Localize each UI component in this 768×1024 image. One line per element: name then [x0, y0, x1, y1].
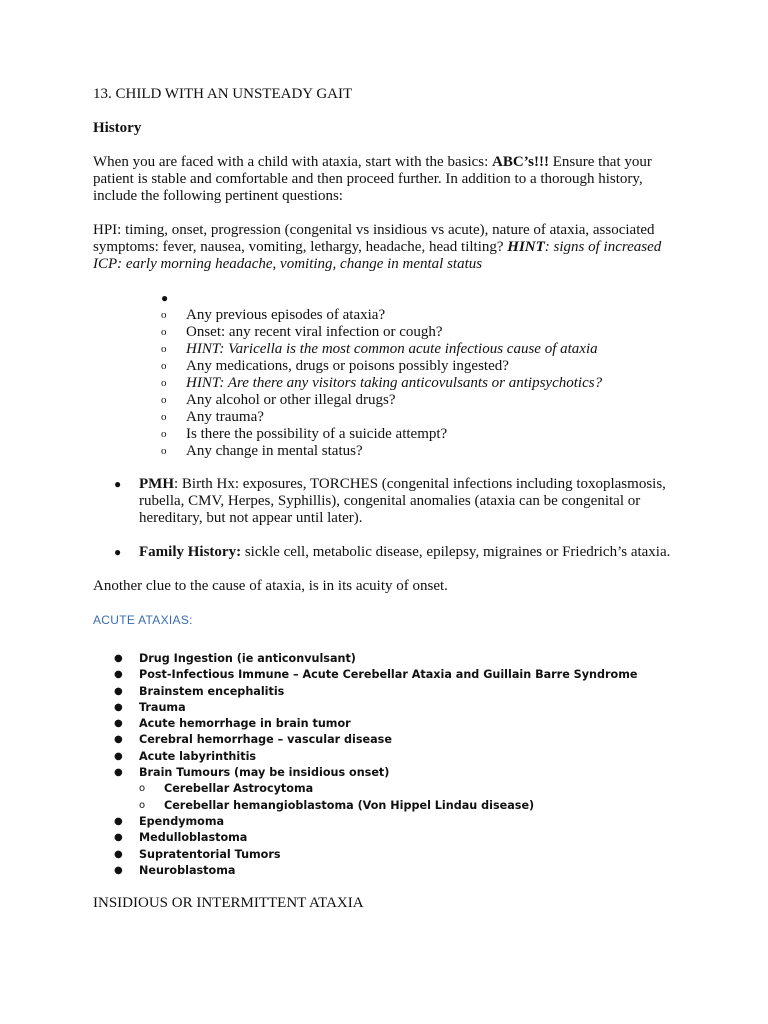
acute-ataxias-heading: ACUTE ATAXIAS:: [93, 613, 193, 627]
history-heading: History: [93, 120, 142, 136]
list-item: o Is there the possibility of a suicide attempt?: [161, 426, 448, 442]
list-item: ● Post-Infectious Immune – Acute Cerebellar Ataxia and Guillain Barre Syndrome: [114, 667, 683, 683]
list-item: o Any alcohol or other illegal drugs?: [161, 392, 396, 408]
list-item: o Onset: any recent viral infection or cough?: [161, 324, 443, 340]
hpi-paragraph: [93, 222, 683, 273]
bullet-icon: ●: [114, 832, 123, 844]
list-item: o Any medications, drugs or poisons possibly ingested?: [161, 358, 509, 374]
circle-bullet-icon: o: [161, 326, 167, 338]
circle-bullet-icon: o: [139, 799, 146, 811]
list-item: ● Ependymoma: [114, 814, 683, 830]
bullet-icon: ●: [114, 477, 122, 491]
brain-tumour-sublist: [93, 781, 683, 814]
intro-pre: When you are faced with a child with ataxia, start with the basics:: [93, 154, 493, 170]
bullet-icon: ●: [114, 815, 123, 827]
pmh-text: : Birth Hx: exposures, TORCHES (congenital infections including toxoplasmosis, rubella, CMV, Herpes, Syphillis), congenital anomalies (ataxia can be congenital or hereditary, but not appear until later).: [139, 476, 666, 526]
circle-bullet-icon: o: [161, 360, 167, 372]
list-item: ● Acute labyrinthitis: [114, 749, 683, 765]
bullet-icon: ●: [114, 864, 123, 876]
insidious-ataxia-heading: INSIDIOUS OR INTERMITTENT ATAXIA: [93, 895, 364, 912]
bullet-icon: ●: [114, 701, 123, 713]
intro-post: Ensure that your patient is stable and comfortable and then proceed further. In addition to a thorough history, include the following pertinent questions:: [93, 154, 652, 204]
circle-bullet-icon: o: [161, 394, 167, 406]
question-list: [93, 290, 683, 460]
bullet-icon: ●: [114, 545, 122, 559]
pmh-item: [114, 476, 683, 527]
family-history-label: Family History:: [139, 544, 242, 560]
circle-bullet-icon: o: [139, 783, 146, 795]
list-item: ● Drug Ingestion (ie anticonvulsant): [114, 651, 683, 667]
pmh-label: PMH: [139, 476, 174, 492]
bullet-icon: ●: [161, 291, 169, 305]
list-item: [161, 290, 683, 307]
bullet-icon: ●: [114, 718, 123, 730]
list-item: o Any previous episodes of ataxia?: [161, 307, 386, 323]
family-history-text: sickle cell, metabolic disease, epilepsy, migraines or Friedrich’s ataxia.: [241, 544, 671, 560]
family-history-item: [114, 544, 683, 561]
list-item: ● Trauma: [114, 700, 683, 716]
document-title: 13. CHILD WITH AN UNSTEADY GAIT: [93, 86, 353, 102]
circle-bullet-icon: o: [161, 445, 167, 457]
circle-bullet-icon: o: [161, 377, 167, 389]
list-item: ● Brain Tumours (may be insidious onset): [114, 765, 683, 781]
circle-bullet-icon: o: [161, 309, 167, 321]
clue-paragraph: Another clue to the cause of ataxia, is in its acuity of onset.: [93, 578, 448, 594]
intro-paragraph: [93, 154, 683, 205]
hpi-hint-label: HINT: [507, 239, 545, 255]
history-list: [93, 476, 683, 561]
bullet-icon: ●: [114, 669, 123, 681]
list-item: ● Brainstem encephalitis: [114, 684, 683, 700]
list-item: o Cerebellar Astrocytoma: [139, 781, 683, 797]
circle-bullet-icon: o: [161, 411, 167, 423]
hpi-text: HPI: timing, onset, progression (congenital vs insidious vs acute), nature of ataxia, associated symptoms: fever, nausea, vomiting, lethargy, headache, head tilting?: [93, 222, 655, 255]
document-page: [93, 86, 683, 912]
acute-ataxias-list-continued: [93, 814, 683, 879]
list-item: ● Acute hemorrhage in brain tumor: [114, 716, 683, 732]
bullet-icon: ●: [114, 685, 123, 697]
bullet-icon: ●: [114, 848, 123, 860]
intro-abc: ABC’s!!!: [492, 154, 549, 170]
bullet-icon: ●: [114, 750, 123, 762]
hpi-hint-text: : signs of increased ICP: early morning headache, vomiting, change in mental status: [93, 239, 662, 272]
list-item: o HINT: Varicella is the most common acute infectious cause of ataxia: [161, 341, 598, 357]
list-item: o HINT: Are there any visitors taking anticovulsants or antipsychotics?: [161, 375, 603, 391]
acute-ataxias-list: [93, 651, 683, 781]
list-item: o Cerebellar hemangioblastoma (Von Hippel Lindau disease): [139, 798, 683, 814]
list-item: ● Cerebral hemorrhage – vascular disease: [114, 732, 683, 748]
list-item: o Any change in mental status?: [161, 443, 363, 459]
list-item: ● Supratentorial Tumors: [114, 847, 683, 863]
list-item: ● Medulloblastoma: [114, 830, 683, 846]
list-item: ● Neuroblastoma: [114, 863, 683, 879]
list-item: o Any trauma?: [161, 409, 264, 425]
bullet-icon: ●: [114, 653, 123, 664]
bullet-icon: ●: [114, 734, 123, 746]
circle-bullet-icon: o: [161, 343, 167, 355]
bullet-icon: ●: [114, 767, 123, 779]
circle-bullet-icon: o: [161, 428, 167, 440]
